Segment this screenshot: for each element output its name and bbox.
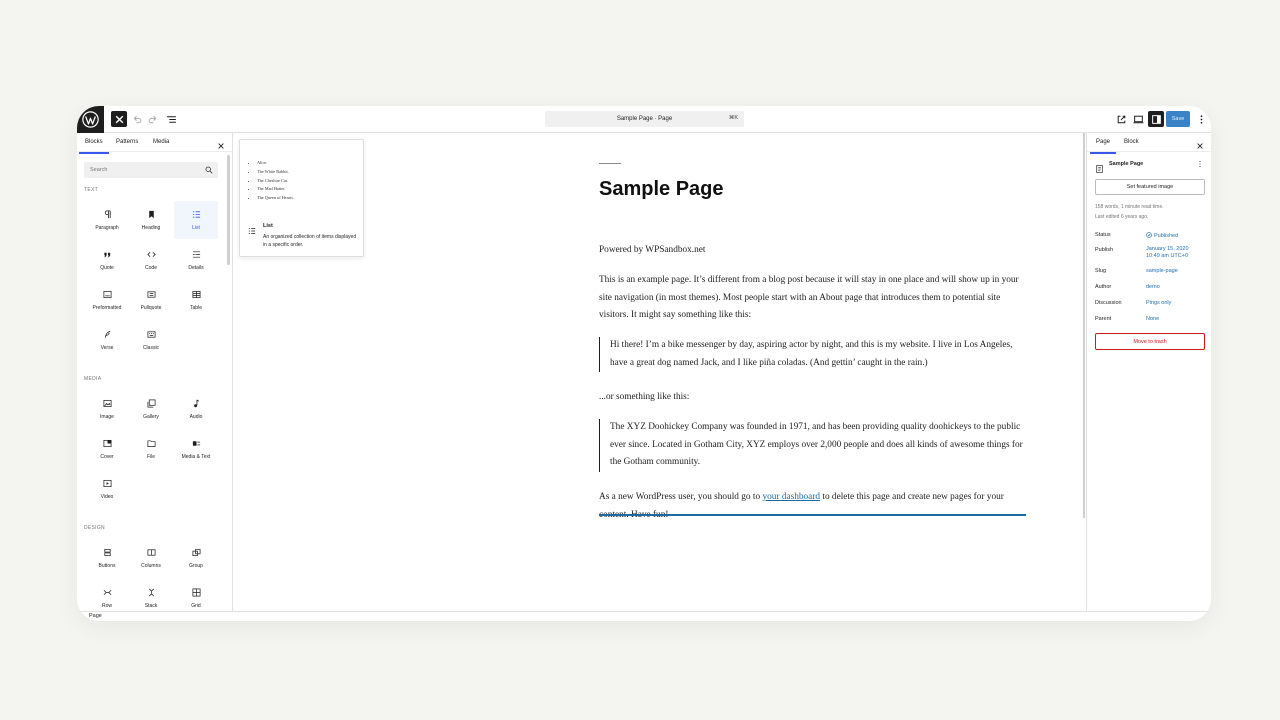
block-heading[interactable] xyxy=(129,201,173,239)
tab-page[interactable]: Page xyxy=(1096,139,1111,145)
move-to-trash-button[interactable]: Move to trash xyxy=(1095,333,1205,350)
block-paragraph[interactable] xyxy=(85,201,129,239)
redo-button[interactable] xyxy=(145,111,161,127)
paragraph-icon xyxy=(103,210,112,219)
wordpress-logo-icon[interactable] xyxy=(77,106,104,133)
close-sidebar-button[interactable] xyxy=(1196,137,1206,147)
block-label: Image xyxy=(100,414,114,420)
block-label: Code xyxy=(145,265,157,271)
device-preview-button[interactable] xyxy=(1130,111,1146,127)
block-label: Grid xyxy=(191,603,201,609)
close-icon xyxy=(114,114,125,125)
block-label: Preformatted xyxy=(92,305,122,311)
external-link-icon xyxy=(1116,114,1127,125)
status-value[interactable] xyxy=(1146,232,1178,240)
view-page-button[interactable] xyxy=(1113,111,1129,127)
block-label: Columns xyxy=(141,563,161,569)
search-icon xyxy=(205,166,213,174)
stack-icon xyxy=(147,588,156,597)
block-label: Audio xyxy=(189,414,203,420)
grid-icon xyxy=(192,588,201,597)
preformatted-icon xyxy=(103,290,112,299)
paragraph-powered-by[interactable]: Powered by WPSandbox.net xyxy=(599,245,706,255)
word-count-text: 158 words, 1 minute read time. xyxy=(1095,204,1164,210)
more-vertical-icon xyxy=(1196,114,1207,125)
dashboard-link[interactable]: your dashboard xyxy=(762,492,821,502)
block-preformatted[interactable] xyxy=(85,281,129,319)
block-label: Table xyxy=(190,305,202,311)
block-label: Video xyxy=(100,494,114,500)
block-label: Buttons xyxy=(98,563,116,569)
block-code[interactable] xyxy=(129,241,173,279)
inserter-tabs xyxy=(77,133,233,152)
category-title-design: DESIGN xyxy=(84,525,105,531)
row-icon xyxy=(103,588,112,597)
sidebar-document-title: Sample Page xyxy=(1109,161,1144,167)
buttons-icon xyxy=(103,548,112,557)
block-file[interactable] xyxy=(129,430,173,468)
block-columns[interactable] xyxy=(129,539,173,577)
block-gallery[interactable] xyxy=(129,390,173,428)
closing-text-before: As a new WordPress user, you should go to xyxy=(599,492,763,502)
video-icon xyxy=(103,479,112,488)
preview-description: An organized collection of items displayed in a specific order. xyxy=(263,234,357,248)
parent-value[interactable]: None xyxy=(1146,316,1160,322)
close-icon xyxy=(217,142,225,150)
block-media-text[interactable] xyxy=(174,430,218,468)
document-overview-button[interactable] xyxy=(163,111,179,127)
published-check-icon xyxy=(1146,232,1152,238)
block-cover[interactable] xyxy=(85,430,129,468)
sidebar-icon xyxy=(1151,114,1162,125)
preview-list-item: • The Cheshire Cat. xyxy=(257,177,294,186)
author-label: Author xyxy=(1095,284,1112,290)
author-value[interactable]: demo xyxy=(1146,284,1160,290)
list-icon xyxy=(248,222,257,231)
block-pullquote[interactable] xyxy=(129,281,173,319)
block-label: Quote xyxy=(100,265,114,271)
list-icon xyxy=(192,210,201,219)
desktop-icon xyxy=(1133,114,1144,125)
verse-icon xyxy=(103,330,112,339)
block-label: File xyxy=(146,454,156,460)
breadcrumb-page[interactable]: Page xyxy=(89,613,102,619)
publish-date-value[interactable]: January 15, 2020 10:49 am UTC+0 xyxy=(1146,246,1189,259)
block-details[interactable] xyxy=(174,241,218,279)
media-text-icon xyxy=(192,439,201,448)
block-verse[interactable] xyxy=(85,321,129,359)
slug-value[interactable]: sample-page xyxy=(1146,268,1178,274)
more-vertical-icon[interactable] xyxy=(1197,160,1203,168)
quote-block-1[interactable] xyxy=(599,337,1026,372)
tab-block[interactable]: Block xyxy=(1124,139,1139,145)
block-preview-popover xyxy=(239,139,364,257)
inserter-scrollbar[interactable] xyxy=(227,155,230,265)
paragraph-or-like[interactable]: ...or something like this: xyxy=(599,392,690,402)
block-label: Stack xyxy=(144,603,158,609)
block-label: List xyxy=(192,225,200,231)
block-breadcrumb-bar xyxy=(77,611,1211,621)
preview-list-item: • The Queen of Hearts. xyxy=(257,194,294,203)
canvas-scrollbar[interactable] xyxy=(1083,133,1085,518)
tab-media[interactable]: Media xyxy=(153,139,170,145)
status-label: Status xyxy=(1095,232,1111,238)
block-label: Paragraph xyxy=(95,225,119,231)
heading-icon xyxy=(147,210,156,219)
status-text: Published xyxy=(1154,232,1179,239)
block-label: Media & Text xyxy=(181,454,211,460)
set-featured-image-button[interactable]: Set featured image xyxy=(1095,179,1205,195)
block-label: Heading xyxy=(141,225,161,231)
preview-list xyxy=(257,159,294,203)
quote-1-text: Hi there! I’m a bike messenger by day, aspiring actor by night, and this is my website. I live in Los Angeles, have a great dog named Jack, and I like piña coladas. (And gettin’ caught in the rain.) xyxy=(610,340,1013,368)
block-classic[interactable] xyxy=(129,321,173,359)
slug-label: Slug xyxy=(1095,268,1107,274)
columns-icon xyxy=(147,548,156,557)
publish-label: Publish xyxy=(1095,247,1114,253)
block-image[interactable] xyxy=(85,390,129,428)
settings-sidebar xyxy=(1086,133,1211,611)
block-list[interactable] xyxy=(174,201,218,239)
settings-toggle-button[interactable] xyxy=(1148,111,1164,127)
redo-icon xyxy=(148,114,159,125)
block-label: Classic xyxy=(142,345,160,351)
document-bar[interactable] xyxy=(545,111,744,127)
block-quote[interactable] xyxy=(85,241,129,279)
parent-label: Parent xyxy=(1095,316,1112,322)
options-menu-button[interactable] xyxy=(1193,111,1209,127)
block-label: Gallery xyxy=(143,414,159,420)
paragraph-closing[interactable] xyxy=(599,489,1026,524)
audio-icon xyxy=(192,399,201,408)
last-edited-text: Last edited 6 years ago. xyxy=(1095,214,1149,220)
page-title[interactable]: Sample Page xyxy=(599,178,724,200)
tab-patterns[interactable]: Patterns xyxy=(116,139,139,145)
block-label: Group xyxy=(189,563,203,569)
category-title-text: TEXT xyxy=(84,187,98,193)
block-group[interactable] xyxy=(174,539,218,577)
closing-text-after: to delete this page and create new pages for your xyxy=(822,492,1004,502)
discussion-value[interactable]: Pings only xyxy=(1146,300,1172,306)
top-toolbar xyxy=(77,106,1211,133)
code-icon xyxy=(147,250,156,259)
block-audio[interactable] xyxy=(174,390,218,428)
details-icon xyxy=(192,250,201,259)
block-label: Details xyxy=(188,265,204,271)
cover-icon xyxy=(103,439,112,448)
separator-block[interactable] xyxy=(599,163,621,164)
gallery-icon xyxy=(147,399,156,408)
block-selection-indicator xyxy=(599,514,1026,516)
editor-window xyxy=(77,106,1211,621)
block-video[interactable] xyxy=(85,470,129,508)
list-view-icon xyxy=(166,114,177,125)
block-label: Row xyxy=(101,603,112,609)
image-icon xyxy=(103,399,112,408)
close-inserter-button[interactable] xyxy=(111,111,127,127)
block-label: Verse xyxy=(100,345,114,351)
preview-title: List xyxy=(263,223,273,229)
undo-icon xyxy=(131,114,142,125)
preview-list-item: • The Mad Hatter. xyxy=(257,185,294,194)
quote-2-text: The XYZ Doohickey Company was founded in 1971, and has been providing quality doohickeys to the public ever since. Located in Gotham City, XYZ employs over 2,000 people and does all kinds of awesome things for the Gotham community. xyxy=(610,422,1023,467)
block-inserter-panel xyxy=(77,133,233,611)
close-icon xyxy=(1196,142,1204,150)
quote-block-2[interactable] xyxy=(599,419,1026,472)
discussion-label: Discussion xyxy=(1095,300,1122,306)
quote-icon xyxy=(103,250,112,259)
preview-list-item: • Alice. xyxy=(257,159,294,168)
sidebar-tabs xyxy=(1087,133,1211,152)
block-table[interactable] xyxy=(174,281,218,319)
block-label: Pullquote xyxy=(140,305,162,311)
document-title: Sample Page · Page xyxy=(616,116,673,122)
classic-icon xyxy=(147,330,156,339)
pullquote-icon xyxy=(147,290,156,299)
preview-list-item: • The White Rabbit. xyxy=(257,168,294,177)
page-icon xyxy=(1096,160,1104,168)
group-icon xyxy=(192,548,201,557)
block-search-input[interactable] xyxy=(84,162,218,178)
close-inserter-panel-button[interactable] xyxy=(217,137,227,147)
block-label: Cover xyxy=(100,454,114,460)
undo-button[interactable] xyxy=(128,111,144,127)
table-icon xyxy=(192,290,201,299)
category-title-media: MEDIA xyxy=(84,376,102,382)
save-button[interactable]: Save xyxy=(1166,111,1190,127)
file-icon xyxy=(147,439,156,448)
paragraph-intro[interactable]: This is an example page. It’s different from a blog post because it will stay in one place and will show up in your site navigation (in most themes). Most people start with an About page that introduces them to potential site visitors. It might say something like this: xyxy=(599,275,1019,320)
block-buttons[interactable] xyxy=(85,539,129,577)
tab-blocks[interactable]: Blocks xyxy=(85,139,103,145)
command-shortcut: ⌘K xyxy=(728,115,738,121)
